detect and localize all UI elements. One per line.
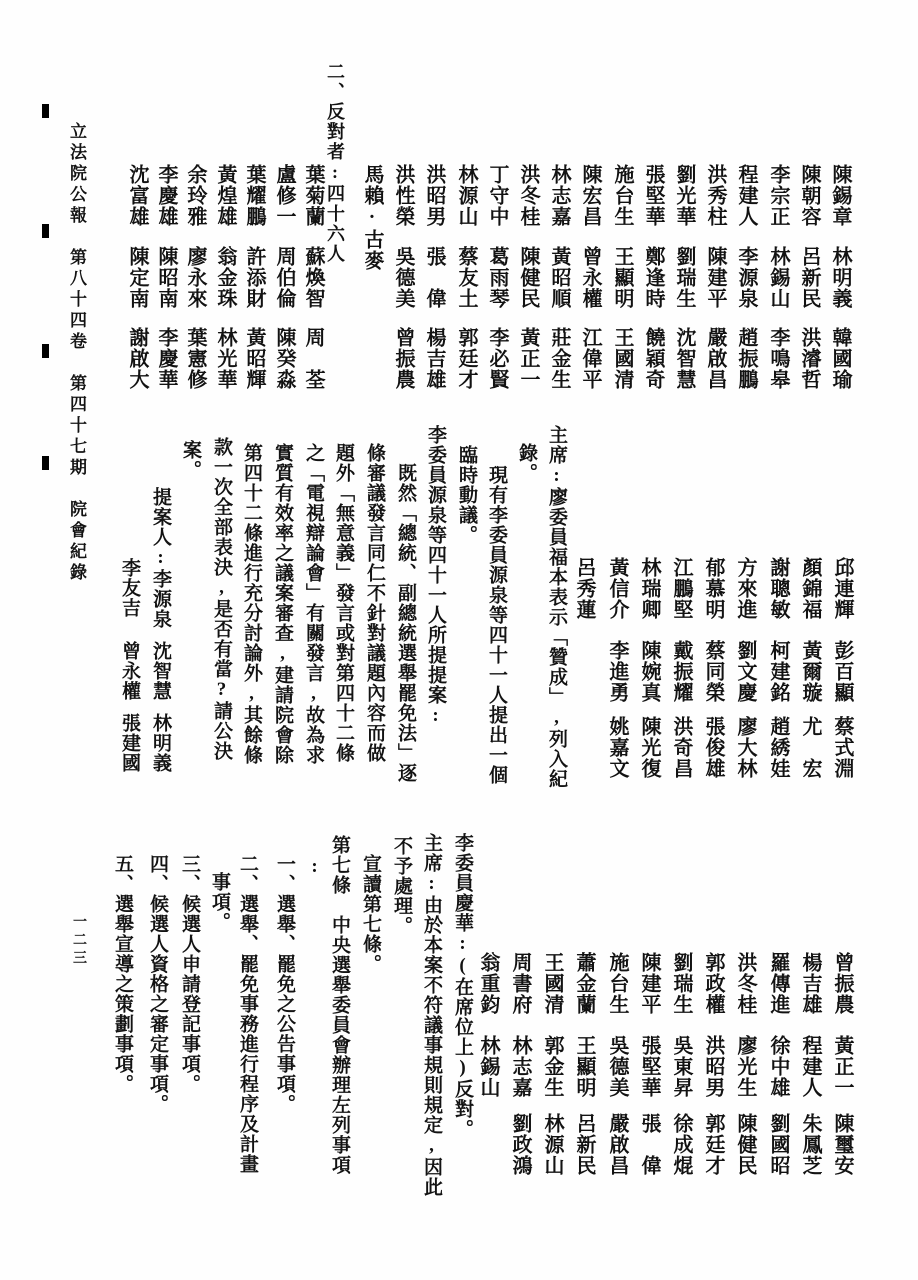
legislator-name: 趙綉娃 xyxy=(767,716,789,779)
legislator-name: 葉菊蘭 xyxy=(302,164,324,227)
text-column: 李委員慶華:(在席位上)反對。 xyxy=(452,833,473,1139)
legislator-name: 林志嘉 xyxy=(509,1035,531,1098)
text-column: 林明義 xyxy=(150,713,171,773)
text-column: 第四十二條進行充分討論外,其餘條 xyxy=(241,443,262,765)
scan-edge-mark xyxy=(42,456,49,470)
legislator-name: 郭金生 xyxy=(541,1035,563,1098)
text-column: 案。 xyxy=(180,440,201,480)
legislator-name: 洪冬桂 xyxy=(734,952,756,1015)
text-column: 實質有效率之議案審查,建請院會除 xyxy=(272,443,293,765)
legislator-name: 呂秀蓮 xyxy=(573,557,595,620)
text-column: 第七條 中央選舉委員會辦理左列事項 xyxy=(329,835,350,1175)
legislator-name: 許添財 xyxy=(243,246,265,309)
legislator-name: 林錫山 xyxy=(477,1035,499,1098)
legislator-name: 林源山 xyxy=(455,164,477,227)
legislator-name: 洪奇昌 xyxy=(670,716,692,779)
legislator-name: 王顯明 xyxy=(611,246,633,309)
scan-edge-mark xyxy=(42,104,49,118)
text-column: 李委員源泉等四十一人所提提案: xyxy=(425,425,446,727)
legislator-name: 尤 宏 xyxy=(799,716,821,779)
legislator-name: 吳東昇 xyxy=(670,1035,692,1098)
legislator-name: 施台生 xyxy=(611,164,633,227)
legislator-name: 黃煌雄 xyxy=(214,164,236,227)
legislator-name: 李鳴皋 xyxy=(767,327,789,390)
legislator-name: 陳健民 xyxy=(734,1113,756,1176)
legislator-name: 葉耀鵬 xyxy=(243,164,265,227)
legislator-name: 廖大林 xyxy=(734,716,756,779)
legislator-name: 程建人 xyxy=(799,1035,821,1098)
legislator-name: 呂新民 xyxy=(798,246,820,309)
legislator-name: 周書府 xyxy=(509,952,531,1015)
legislator-name: 林光華 xyxy=(214,327,236,390)
legislator-name: 羅傳進 xyxy=(767,952,789,1015)
legislator-name: 曾振農 xyxy=(392,327,414,390)
legislator-name: 黃正一 xyxy=(517,327,539,390)
legislator-name: 陳宏昌 xyxy=(579,164,601,227)
legislator-name: 姚嘉文 xyxy=(606,716,628,779)
legislator-name: 吳德美 xyxy=(392,246,414,309)
legislator-name: 韓國瑜 xyxy=(829,327,851,390)
legislator-name: 朱鳳芝 xyxy=(799,1113,821,1176)
legislator-name: 嚴啟昌 xyxy=(704,327,726,390)
legislator-name: 方來進 xyxy=(734,557,756,620)
legislator-name: 沈智慧 xyxy=(673,327,695,390)
text-column: 四、候選人資格之審定事項。 xyxy=(147,854,168,1114)
legislator-name: 郭政權 xyxy=(702,952,724,1015)
text-column: 三、候選人申請登記事項。 xyxy=(179,854,200,1094)
legislator-name: 李源泉 xyxy=(735,246,757,309)
legislator-name: 趙振鵬 xyxy=(735,327,757,390)
scan-edge-mark xyxy=(42,344,49,358)
legislator-name: 盧修一 xyxy=(273,164,295,227)
legislator-name: 張堅華 xyxy=(642,164,664,227)
legislator-name: 葉憲修 xyxy=(184,327,206,390)
legislator-name: 黃昭輝 xyxy=(243,327,265,390)
legislator-name: 林明義 xyxy=(829,246,851,309)
legislator-name: 莊金生 xyxy=(548,327,570,390)
legislator-name: 徐成焜 xyxy=(670,1113,692,1176)
legislator-name: 邱連輝 xyxy=(831,557,853,620)
legislator-name: 馬賴·古麥 xyxy=(361,164,383,271)
text-column: 沈智慧 xyxy=(150,641,171,701)
legislator-name: 楊吉雄 xyxy=(423,327,445,390)
legislator-name: 林志嘉 xyxy=(548,164,570,227)
legislator-name: 陳癸淼 xyxy=(273,327,295,390)
legislator-name: 張俊雄 xyxy=(702,716,724,779)
legislator-name: 丁守中 xyxy=(486,164,508,227)
legislator-name: 蘇煥智 xyxy=(302,246,324,309)
legislator-name: 陳健民 xyxy=(517,246,539,309)
legislator-name: 黃爾璇 xyxy=(799,640,821,703)
legislator-name: 陳昭南 xyxy=(155,246,177,309)
legislator-name: 劉瑞生 xyxy=(670,952,692,1015)
legislator-name: 李慶華 xyxy=(155,327,177,390)
text-column: 錄。 xyxy=(516,443,537,483)
text-column: 主席:廖委員福本表示「贊成」,列入紀 xyxy=(546,425,567,789)
legislator-name: 謝啟大 xyxy=(126,327,148,390)
legislator-name: 翁重鈞 xyxy=(477,952,499,1015)
legislator-name: 林錫山 xyxy=(767,246,789,309)
legislator-name: 洪性榮 xyxy=(392,164,414,227)
legislator-name: 廖永來 xyxy=(184,246,206,309)
legislator-name: 林源山 xyxy=(541,1113,563,1176)
legislator-name: 廖光生 xyxy=(734,1035,756,1098)
legislator-name: 王顯明 xyxy=(573,1035,595,1098)
legislator-name: 鄭逢時 xyxy=(642,246,664,309)
legislator-name: 楊吉雄 xyxy=(799,952,821,1015)
legislator-name: 饒穎奇 xyxy=(642,327,664,390)
legislator-name: 曾永權 xyxy=(579,246,601,309)
text-column: 現有李委員源泉等四十一人提出一個 xyxy=(486,465,507,785)
legislator-name: 劉政鴻 xyxy=(509,1113,531,1176)
legislator-name: 彭百顯 xyxy=(831,640,853,703)
legislator-name: 陳建平 xyxy=(704,246,726,309)
text-column: 主席:由於本案不符議事規則規定,因此 xyxy=(421,833,442,1197)
legislator-name: 施台生 xyxy=(606,952,628,1015)
legislator-name: 蔡同榮 xyxy=(702,640,724,703)
legislator-name: 顏錦福 xyxy=(799,557,821,620)
legislator-name: 李必賢 xyxy=(486,327,508,390)
legislator-name: 黃正一 xyxy=(831,1035,853,1098)
legislator-name: 蔡式淵 xyxy=(831,716,853,779)
legislator-name: 張堅華 xyxy=(638,1035,660,1098)
legislator-name: 洪昭男 xyxy=(702,1035,724,1098)
legislator-name: 周伯倫 xyxy=(273,246,295,309)
legislator-name: 翁金珠 xyxy=(214,246,236,309)
text-column: 之「電視辯論會」有關發言,故為求 xyxy=(303,443,324,765)
legislator-name: 陳婉真 xyxy=(638,640,660,703)
text-column: 臨時動議。 xyxy=(456,445,477,545)
legislator-name: 張 偉 xyxy=(638,1113,660,1176)
text-column: 題外「無意義」發言或對第四十二條 xyxy=(333,443,354,763)
legislator-name: 王國清 xyxy=(611,327,633,390)
legislator-name: 郁慕明 xyxy=(702,557,724,620)
text-column: 條審議發言同仁不針對議題內容而做 xyxy=(364,443,385,763)
legislator-name: 洪冬桂 xyxy=(517,164,539,227)
legislator-name: 黃信介 xyxy=(606,557,628,620)
legislator-name: 江鵬堅 xyxy=(670,557,692,620)
legislator-name: 洪昭男 xyxy=(423,164,445,227)
text-column: 既然「總統、副總統選舉罷免法」逐 xyxy=(395,463,416,783)
legislator-name: 嚴啟昌 xyxy=(606,1113,628,1176)
legislator-name: 郭廷才 xyxy=(702,1113,724,1176)
legislator-name: 謝聰敏 xyxy=(767,557,789,620)
legislator-name: 呂新民 xyxy=(573,1113,595,1176)
text-column: 事項。 xyxy=(209,872,230,932)
text-column: 一、選舉、罷免之公告事項。 xyxy=(274,854,295,1114)
text-column: 五、選舉宣導之策劃事項。 xyxy=(112,854,133,1094)
section-header-opponents: 二、反對者:四十六人 xyxy=(325,62,345,264)
legislator-name: 黃昭順 xyxy=(548,246,570,309)
text-column: : xyxy=(304,856,325,878)
legislator-name: 沈富雄 xyxy=(126,164,148,227)
legislator-name: 蕭金蘭 xyxy=(573,952,595,1015)
legislator-name: 戴振耀 xyxy=(670,640,692,703)
legislator-name: 曾振農 xyxy=(831,952,853,1015)
scan-edge-mark xyxy=(42,224,49,238)
legislator-name: 陳朝容 xyxy=(798,164,820,227)
text-column: 曾永權 xyxy=(119,641,140,701)
legislator-name: 陳璽安 xyxy=(831,1113,853,1176)
legislator-name: 王國清 xyxy=(541,952,563,1015)
legislator-name: 郭廷才 xyxy=(455,327,477,390)
legislator-name: 劉光華 xyxy=(673,164,695,227)
legislator-name: 劉國昭 xyxy=(767,1113,789,1176)
legislator-name: 張 偉 xyxy=(423,246,445,309)
legislator-name: 程建人 xyxy=(735,164,757,227)
text-column: 提案人:李源泉 xyxy=(150,487,171,629)
legislator-name: 周 荃 xyxy=(302,327,324,390)
text-column: 張建國 xyxy=(119,713,140,773)
legislator-name: 徐中雄 xyxy=(767,1035,789,1098)
legislator-name: 余玲雅 xyxy=(184,164,206,227)
legislator-name: 蔡友土 xyxy=(455,246,477,309)
legislator-name: 劉瑞生 xyxy=(673,246,695,309)
legislator-name: 吳德美 xyxy=(606,1035,628,1098)
legislator-name: 洪濬哲 xyxy=(798,327,820,390)
legislator-name: 李慶雄 xyxy=(155,164,177,227)
legislator-name: 陳錫章 xyxy=(829,164,851,227)
legislator-name: 陳建平 xyxy=(638,952,660,1015)
legislator-name: 李宗正 xyxy=(767,164,789,227)
page-number: 一二三 xyxy=(71,914,86,968)
legislator-name: 葛雨琴 xyxy=(486,246,508,309)
text-column: 李友吉 xyxy=(119,558,140,618)
legislator-name: 陳定南 xyxy=(126,246,148,309)
legislator-name: 劉文慶 xyxy=(734,640,756,703)
legislator-name: 李進勇 xyxy=(606,640,628,703)
text-column: 不予處理。 xyxy=(391,836,412,936)
spine-title: 立法院公報 第八十四卷 第四十七期 院會紀錄 xyxy=(67,122,86,584)
text-column: 宣讀第七條。 xyxy=(360,854,381,974)
legislator-name: 林瑞卿 xyxy=(638,557,660,620)
legislator-name: 陳光復 xyxy=(638,716,660,779)
legislator-name: 洪秀柱 xyxy=(704,164,726,227)
text-column: 款一次全部表決,是否有當?請公決 xyxy=(211,437,232,761)
text-column: 二、選舉、罷免事務進行程序及計畫 xyxy=(237,854,258,1174)
legislator-name: 江偉平 xyxy=(579,327,601,390)
legislator-name: 柯建銘 xyxy=(767,640,789,703)
